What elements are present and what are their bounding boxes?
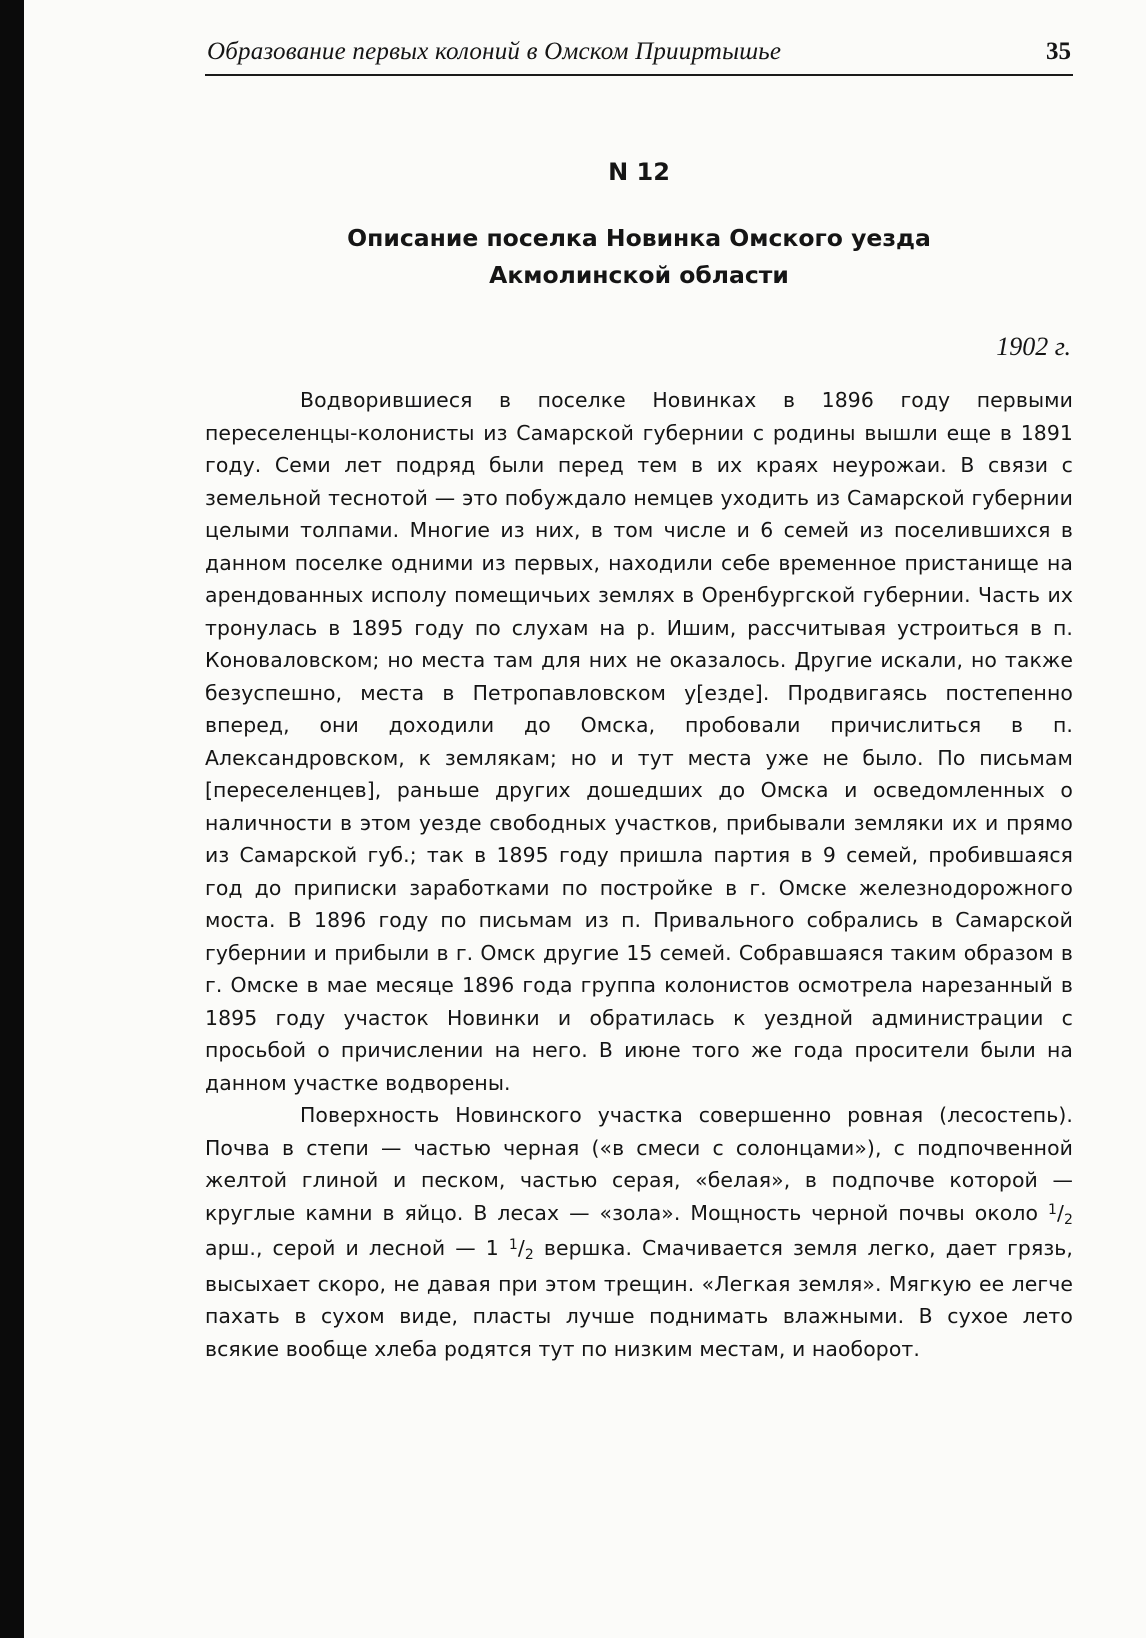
document-body	[205, 384, 1073, 1365]
document-title-line-2: Акмолинской области	[489, 261, 789, 289]
paragraph-2-part-2: арш., серой и лесной — 1	[205, 1236, 499, 1260]
fraction-2-denominator: 2	[524, 1247, 534, 1263]
scan-dark-edge	[0, 0, 24, 1638]
fraction-denominator: 2	[1063, 1211, 1073, 1228]
fraction-numerator: 1	[1047, 1201, 1057, 1218]
document-date: 1902 г.	[996, 332, 1071, 361]
paragraph-2-part-3: вершка. Смачивается земля легко, дает грязь, высыхает скоро, не давая при этом трещин. «Легкая земля». Мягкую ее легче пахать в сухом виде, пласты лучше поднимать влажными. В сухое лето всякие вообще хлеба родятся тут по низким местам, и наоборот.	[205, 1236, 1073, 1361]
fraction-2-numerator: 1	[508, 1237, 518, 1253]
document-number: N 12	[608, 158, 670, 186]
paragraph-2-part-1: Поверхность Новинского участка совершенно ровная (лесостепь). Почва в степи — частью черная («в смеси с солонцами»), с подпочвенной желтой глиной и песком, частью серая, «белая», в подпочве которой — круглые камни в яйцо. В лесах — «зола». Мощность черной почвы около	[205, 1103, 1073, 1225]
running-header	[205, 34, 1073, 76]
book-page	[205, 34, 1073, 1361]
document-title-line-1: Описание поселка Новинка Омского уезда	[347, 224, 931, 252]
paragraph-1: Водворившиеся в поселке Новинках в 1896 году первыми переселенцы-колонисты из Самарской губернии с родины вышли еще в 1891 году. Семи лет подряд были перед тем в их краях неурожаи. В связи с земельной теснотой — это побуждало немцев уходить из Самарской губернии целыми толпами. Многие из них, в том числе и 6 семей из поселившихся в данном поселке одними из первых, находили себе временное пристанище на арендованных исполу помещичьих землях в Оренбургской губернии. Часть их тронулась в 1895 году по слухам на р. Ишим, рассчитывая устроиться в п. Коноваловском; но места там для них не оказалось. Другие искали, но также безуспешно, места в Петропавловском у[езде]. Продвигаясь постепенно вперед, они доходили до Омска, пробовали причислиться в п. Александровском, к землякам; но и тут места уже не было. По письмам [переселенцев], раньше других дошедших до Омска и осведомленных о наличности в этом уезде свободных участков, прибывали земляки их и прямо из Самарской губ.; так в 1895 году пришла партия в 9 семей, пробившаяся год до приписки заработками по постройке в г. Омске железнодорожного моста. В 1896 году по письмам из п. Привального собрались в Самарской губернии и прибыли в г. Омск другие 15 семей. Собравшаяся таким образом в г. Омске в мае месяце 1896 года группа колонистов осмотрела нарезанный в 1895 году участок Новинки и обратилась к уездной администрации с просьбой о причислении на него. В июне того же года просители были на данном участке водворены.	[205, 388, 1073, 1095]
document-title	[205, 220, 1073, 294]
paragraph-2: Поверхность Новинского участка совершенно ровная (лесостепь). Почва в степи — частью черная («в смеси с солонцами»), с подпочвенной желтой глиной и песком, частью серая, «белая», в подпочве которой — круглые камни в яйцо. В лесах — «зола». Мощность черной почвы около $^1$/2 арш., серой и лесной — 1 $^1$/2 вершка. Смачивается земля легко, дает грязь, высыхает скоро, не давая при этом трещин. «Легкая земля». Мягкую ее легче пахать в сухом виде, пласты лучше поднимать влажными. В сухое лето всякие вообще хлеба родятся тут по низким местам, и наоборот.	[205, 1103, 1073, 1361]
page-number: 35	[1046, 38, 1071, 65]
running-title: Образование первых колоний в Омском Прииртышье	[207, 38, 782, 65]
